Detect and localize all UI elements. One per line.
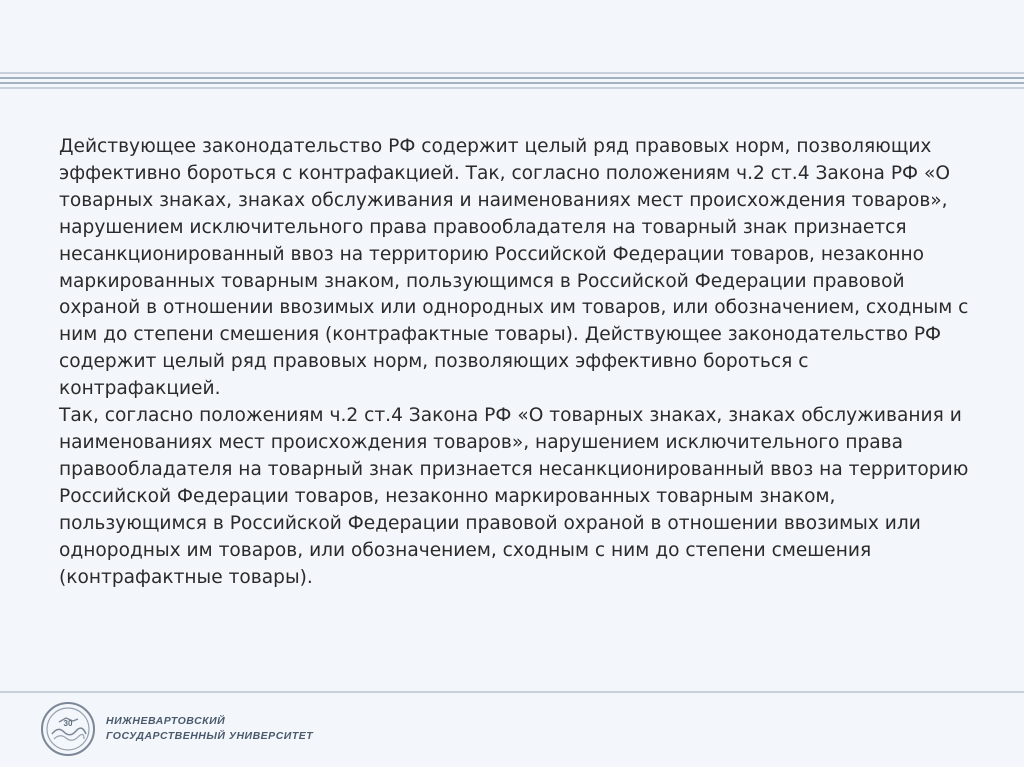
org-name-line-2: ГОСУДАРСТВЕННЫЙ УНИВЕРСИТЕТ: [106, 730, 314, 742]
divider-line-1: [0, 72, 1024, 74]
footer: [40, 700, 313, 758]
paragraph-line: эффективно бороться с контрафакцией. Так, согласно положениям ч.2 ст.4 Закона РФ «О: [59, 162, 950, 184]
paragraph-line: правообладателя на товарный знак признается несанкционированный ввоз на территорию: [59, 458, 969, 480]
paragraph-line: (контрафактные товары).: [59, 566, 313, 588]
divider-line-4: [0, 87, 1024, 89]
paragraph-line: ним до степени смешения (контрафактные товары). Действующее законодательство РФ: [59, 324, 942, 346]
paragraph-line: товарных знаках, знаках обслуживания и наименованиях мест происхождения товаров»,: [59, 189, 948, 211]
header-divider: [0, 72, 1024, 90]
main-paragraph: [59, 134, 971, 591]
org-name-line-1: НИЖНЕВАРТОВСКИЙ: [106, 715, 226, 727]
paragraph-line: несанкционированный ввоз на территорию Российской Федерации товаров, незаконно: [59, 243, 925, 265]
footer-divider: [0, 691, 1024, 693]
university-seal-icon: [40, 701, 96, 757]
divider-line-3: [0, 82, 1024, 84]
paragraph-line: охраной в отношении ввозимых или однородных им товаров, или обозначением, сходным с: [59, 297, 969, 319]
org-name: [106, 714, 313, 744]
paragraph-line: однородных им товаров, или обозначением, сходным с ним до степени смешения: [59, 539, 872, 561]
paragraph-line: содержит целый ряд правовых норм, позволяющих эффективно бороться с контрафакцией.: [59, 351, 809, 400]
seal-number: 30: [63, 719, 73, 728]
paragraph-line: пользующимся в Российской Федерации правовой охраной в отношении ввозимых или: [59, 512, 921, 534]
divider-line-2: [0, 77, 1024, 79]
paragraph-line: наименованиях мест происхождения товаров», нарушением исключительного права: [59, 431, 904, 453]
paragraph-line: Так, согласно положениям ч.2 ст.4 Закона РФ «О товарных знаках, знаках обслуживания и: [59, 405, 962, 427]
paragraph-line: Действующее законодательство РФ содержит целый ряд правовых норм, позволяющих: [59, 136, 932, 157]
paragraph-line: маркированных товарным знаком, пользующимся в Российской Федерации правовой: [59, 270, 905, 292]
paragraph-line: Российской Федерации товаров, незаконно маркированных товарным знаком,: [59, 485, 836, 507]
paragraph-line: нарушением исключительного права правообладателя на товарный знак признается: [59, 216, 907, 238]
